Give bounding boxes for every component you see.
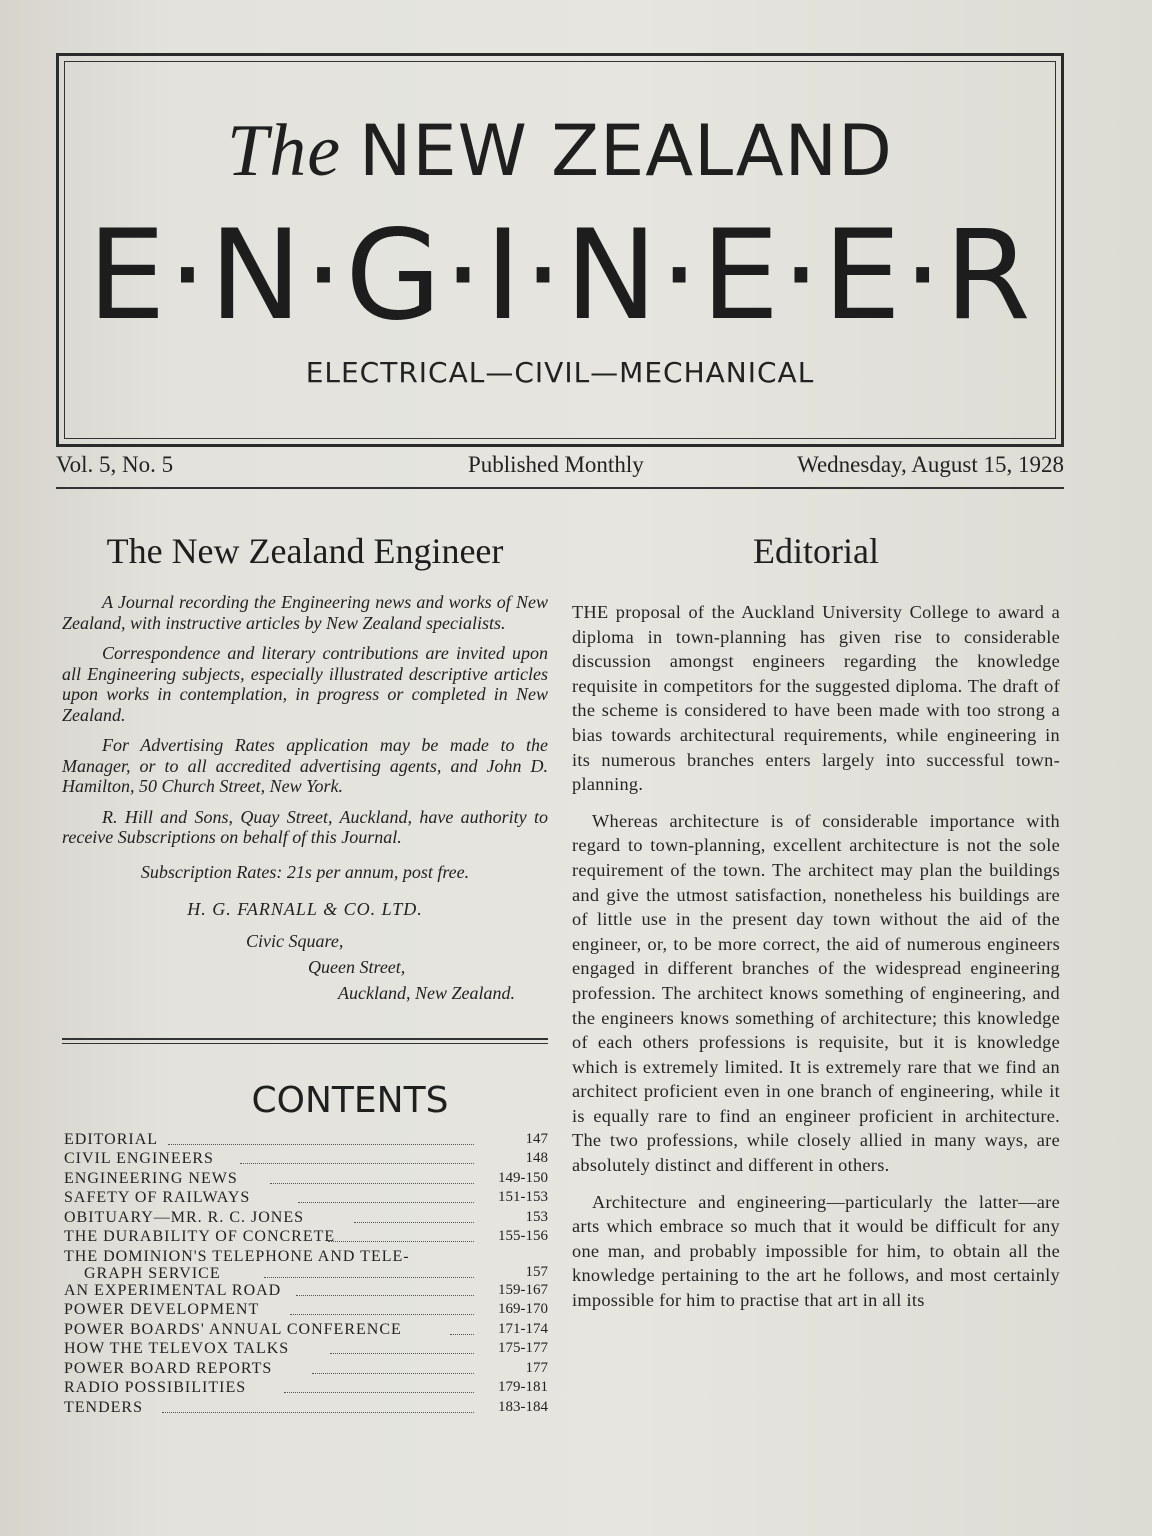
about-paragraph: Correspondence and literary contributions are invited upon all Engineering subjects, especially illustrated descriptive articles upon works in contemplation, in progress or completed in New Zealand. [62,643,548,725]
address-line: Queen Street, [308,956,406,977]
toc-label: EDITORIAL [64,1130,159,1148]
issue-bar [56,452,1064,486]
publisher-name: H. G. FARNALL & CO. LTD. [187,898,423,919]
table-of-contents [62,1131,548,1419]
toc-leader [298,1202,474,1203]
issue-frequency: Published Monthly [468,452,644,477]
toc-leader [296,1295,474,1296]
about-text [62,592,548,848]
toc-leader [290,1314,474,1315]
right-column [572,530,1060,1325]
toc-label: POWER DEVELOPMENT [64,1301,260,1318]
toc-label: THE DOMINION'S TELEPHONE AND TELE- [64,1247,410,1265]
toc-row[interactable] [62,1301,548,1321]
subscription-rates: Subscription Rates: 21s per annum, post free. [140,861,470,882]
toc-label: THE DURABILITY OF CONCRETE [64,1228,336,1245]
left-column [62,530,548,1418]
toc-label: RADIO POSSIBILITIES [64,1379,247,1396]
toc-page: 155-156 [498,1228,548,1244]
toc-leader [162,1412,474,1413]
toc-leader [168,1144,474,1145]
editorial-title: Editorial [753,531,879,571]
toc-page: 159-167 [498,1281,548,1298]
toc-label: AN EXPERIMENTAL ROAD [64,1281,282,1299]
editorial-paragraph: Whereas architecture is of considerable importance with regard to town-planning, excellent architecture is not the sole requirement of the town. The architect may plan the buildings and give the utmost satisfaction, nonetheless his buildings are of little use in the present day town without the aid of the engineer, or, to be more correct, the aid of numerous engineers engaged in different branches of the widespread engineering profession. The architect knows something of engineering, and the engineers knows something of architecture; this knowledge of each others professions is requisite, but it is knowledge which is extremely limited. It is extremely rare that we find an architect proficient even in one branch of engineering, while it is equally rare to find an engineer proficient in architecture. The two professions, while closely allied in many ways, are absolutely distinct and different in others. [572,810,1060,1176]
toc-row[interactable] [62,1248,548,1282]
masthead-engineer: E·N·G·I·N·E·E·R [87,204,1033,348]
masthead-title-text: NEW ZEALAND [359,110,893,192]
editorial-text [572,600,1060,1313]
toc-page: 148 [525,1150,548,1166]
toc-leader [450,1334,474,1335]
toc-page: 153 [525,1208,548,1225]
toc-leader [354,1222,474,1223]
toc-label-continued: GRAPH SERVICE [84,1264,221,1282]
toc-row[interactable] [62,1209,548,1229]
toc-row[interactable] [62,1399,548,1419]
masthead-the: The [227,110,342,192]
toc-label: OBITUARY—MR. R. C. JONES [64,1208,305,1226]
masthead-title [59,110,1061,192]
about-title: The New Zealand Engineer [106,531,504,571]
toc-label: ENGINEERING NEWS [64,1169,238,1187]
toc-leader [264,1277,474,1278]
toc-page: 149-150 [498,1169,548,1186]
toc-label: CIVIL ENGINEERS [64,1150,214,1167]
toc-page: 169-170 [498,1301,548,1317]
toc-label: POWER BOARD REPORTS [64,1359,273,1377]
address-line: Civic Square, [246,930,344,951]
toc-page: 179-181 [498,1379,548,1395]
toc-leader [328,1241,474,1242]
toc-row[interactable] [62,1379,548,1399]
issue-date: Wednesday, August 15, 1928 [797,452,1064,477]
toc-page: 177 [525,1359,548,1376]
editorial-paragraph: Architecture and engineering—particularly the latter—are arts which embrace so much that it would be difficult for any one man, and probably impossible for him, to obtain all the knowledge pertaining to the art he follows, and most certainly impossible for him to practise that art in all its [572,1191,1060,1311]
masthead [56,53,1064,447]
toc-page: 183-184 [498,1398,548,1415]
toc-leader [270,1183,474,1184]
contents-title: CONTENTS [251,1079,449,1121]
toc-label: POWER BOARDS' ANNUAL CONFERENCE [64,1320,402,1338]
toc-page: 147 [525,1130,548,1147]
toc-page: 175-177 [498,1340,548,1356]
toc-row[interactable] [62,1131,548,1151]
toc-row[interactable] [62,1360,548,1380]
editorial-paragraph: THE proposal of the Auckland University College to award a diploma in town-planning has given rise to considerable discussion amongst engineers regarding the knowledge requisite in competitors for the suggested diploma. The draft of the scheme is considered to have been made with too strong a bias towards architectural requirements, while engineering in its numerous branches enters largely into successful town-planning. [572,602,1060,795]
about-paragraph: A Journal recording the Engineering news and works of New Zealand, with instructive articles by New Zealand specialists. [62,592,548,633]
toc-page: 157 [525,1263,548,1280]
section-divider [62,1038,548,1044]
toc-leader [240,1163,474,1164]
about-paragraph: For Advertising Rates application may be made to the Manager, or to all accredited advertising agents, and John D. Hamilton, 50 Church Street, New York. [62,735,548,796]
toc-label: HOW THE TELEVOX TALKS [64,1340,290,1357]
toc-row[interactable] [62,1340,548,1360]
toc-leader [284,1392,474,1393]
issue-rule [56,487,1064,489]
toc-row[interactable] [62,1150,548,1170]
publisher-address [62,928,548,1006]
toc-row[interactable] [62,1282,548,1302]
toc-row[interactable] [62,1228,548,1248]
toc-row[interactable] [62,1189,548,1209]
address-line: Auckland, New Zealand. [338,982,515,1003]
about-paragraph: R. Hill and Sons, Quay Street, Auckland, have authority to receive Subscriptions on behalf of this Journal. [62,806,548,847]
toc-row[interactable] [62,1321,548,1341]
toc-label: SAFETY OF RAILWAYS [64,1189,251,1206]
toc-leader [312,1373,474,1374]
toc-leader [330,1353,474,1354]
masthead-subtitle: ELECTRICAL—CIVIL—MECHANICAL [305,356,815,389]
issue-volume: Vol. 5, No. 5 [56,452,174,477]
toc-row[interactable] [62,1170,548,1190]
toc-label: TENDERS [64,1398,143,1416]
toc-page: 151-153 [498,1189,548,1205]
toc-page: 171-174 [498,1320,548,1337]
